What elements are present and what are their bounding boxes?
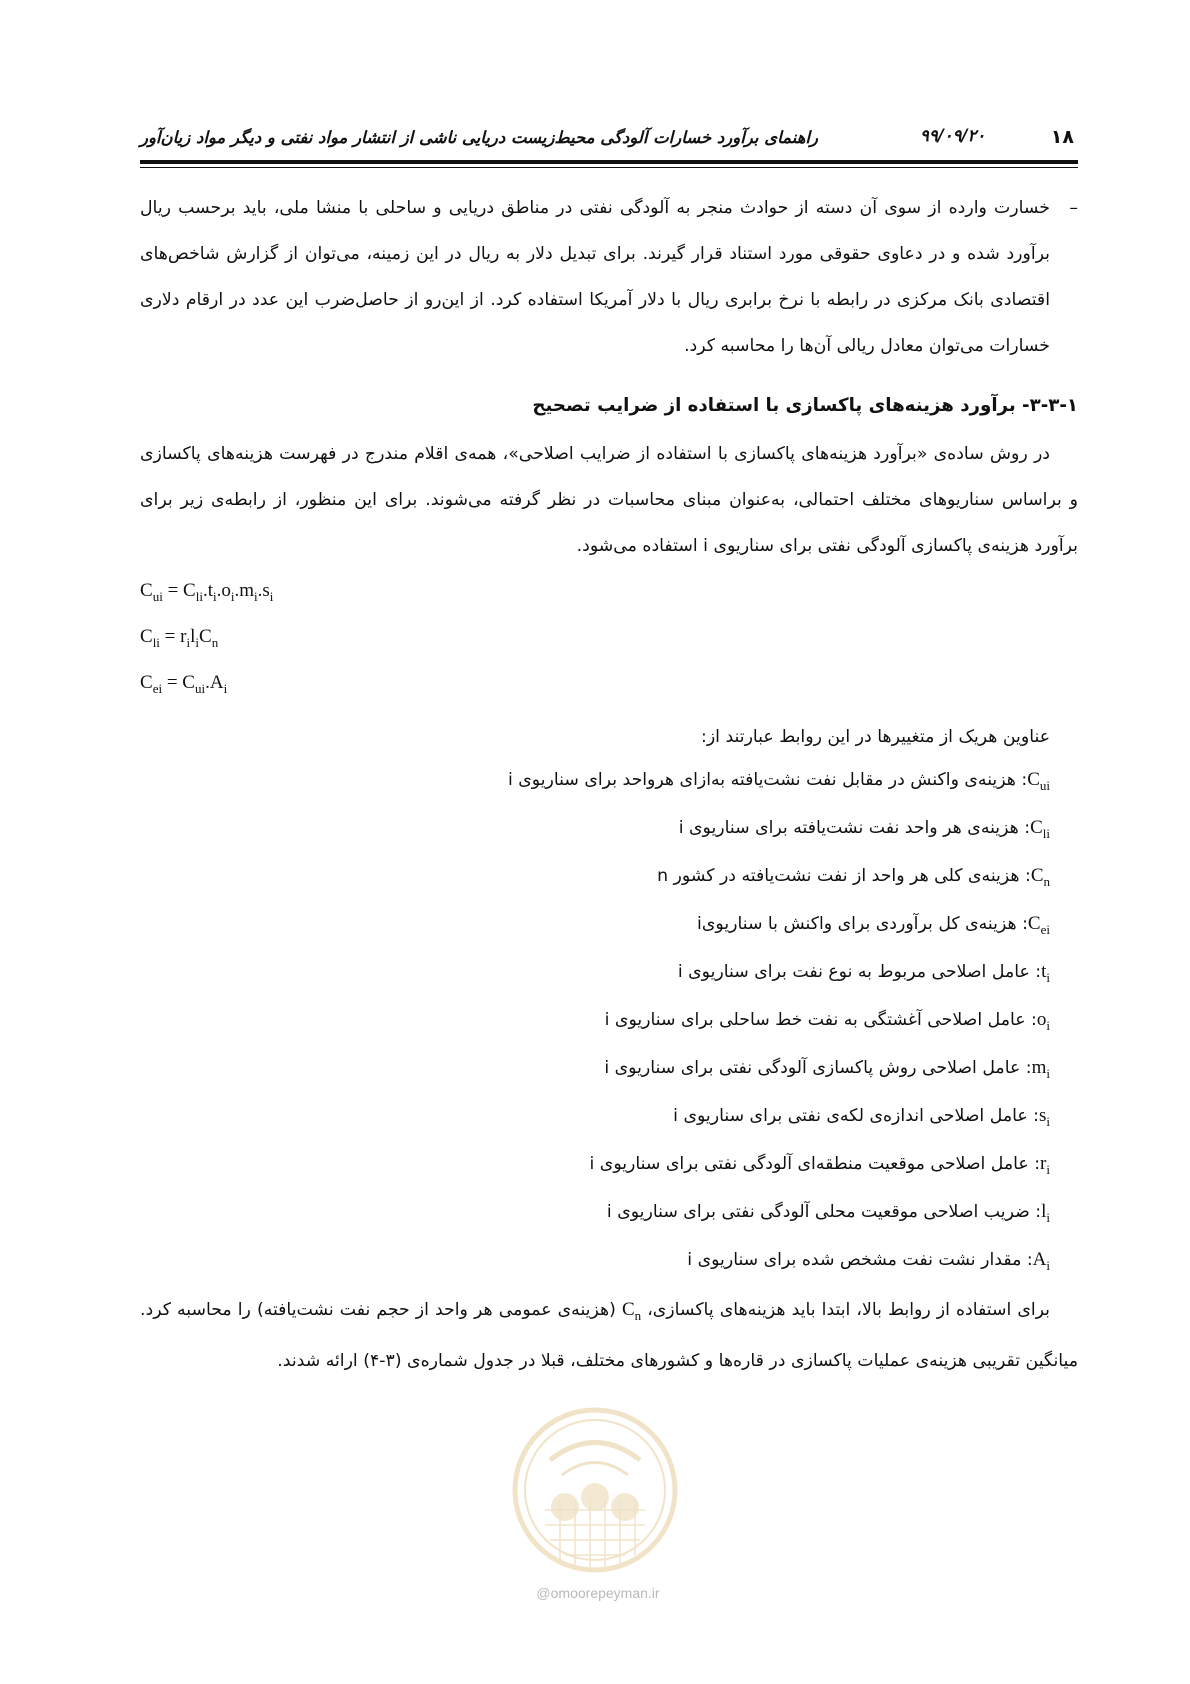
- definition-item: [140, 1191, 1050, 1239]
- section-heading: ۳-۳-۱- برآورد هزینه‌های پاکسازی با استفاده از ضرایب تصحیح: [532, 395, 1078, 416]
- definition-text: : هزینه‌ی کلی هر واحد از نفت نشت‌یافته در کشور n: [657, 865, 1031, 886]
- header-rule-thin: [140, 167, 1078, 168]
- definition-item: [140, 1095, 1050, 1143]
- definition-item: [140, 807, 1050, 855]
- definition-text: : هزینه‌ی هر واحد نفت نشت‌یافته برای سناریوی i: [678, 817, 1031, 838]
- definition-text: : ضریب اصلاحی موقعیت محلی آلودگی نفتی برای سناریوی i: [606, 1201, 1042, 1222]
- formula-cui: $C_{ui} = C_{li}.t_i.o_i.m_i.s_i$: [140, 580, 274, 604]
- definition-symbol: $t_i$: [1041, 960, 1050, 985]
- definition-symbol: $C_{ui}$: [1027, 768, 1050, 793]
- definition-text: : عامل اصلاحی اندازه‌ی لکه‌ی نفتی برای سناریوی i: [673, 1105, 1039, 1126]
- watermark-url: @omoorepeyman.ir: [536, 1585, 660, 1601]
- definition-symbol: $m_i$: [1031, 1056, 1050, 1081]
- definition-item: [140, 999, 1050, 1047]
- definition-symbol: $r_i$: [1040, 1152, 1050, 1177]
- intro-text: خسارت وارده از سوی آن دسته از حوادث منجر به آلودگی نفتی در مناطق دریایی و ساحلی با منشا ملی، باید برحسب ریال برآورد شده و در دعاوی حقوقی مورد استناد قرار گیرند. برای تبدیل دلار به ریال در این زمینه، می‌توان از گزارش شاخص‌های اقتصادی بانک مرکزی در رابطه با نرخ برابری ریال با دلار آمریکا استفاده کرد. از این‌رو از حاصل‌ضرب این عدد در ارقام دلاری خسارات می‌توان معادل ریالی آن‌ها را محاسبه کرد.: [140, 198, 1050, 356]
- definition-symbol: $o_i$: [1036, 1008, 1050, 1033]
- running-title: راهنمای برآورد خسارات آلودگی محیط‌زیست دریایی ناشی از انتشار مواد نفتی و دیگر مواد زیان‌آور: [140, 128, 818, 147]
- definition-symbol: $C_{li}$: [1030, 816, 1050, 841]
- definition-item: [140, 1143, 1050, 1191]
- definition-text: : عامل اصلاحی روش پاکسازی آلودگی نفتی برای سناریوی i: [604, 1057, 1032, 1078]
- definition-symbol: $s_i$: [1038, 1104, 1050, 1129]
- definition-item: [140, 855, 1050, 903]
- page-number: ۱۸: [1050, 126, 1074, 148]
- definition-item: [140, 1047, 1050, 1095]
- closing-symbol: $C_n$: [621, 1298, 642, 1323]
- definition-symbol: $l_i$: [1041, 1200, 1050, 1225]
- definition-item: [140, 903, 1050, 951]
- watermark-seal: [510, 1405, 680, 1575]
- formula-cli: $C_{li} = r_il_iC_n$: [140, 625, 219, 650]
- page-header: [140, 126, 1078, 160]
- definition-text: : هزینه‌ی واکنش در مقابل نفت نشت‌یافته به‌ازای هرواحد برای سناریوی i: [507, 769, 1028, 790]
- bullet-dash: –: [1069, 198, 1078, 218]
- formula-block: [140, 571, 1078, 708]
- definition-items: [140, 759, 1050, 1287]
- closing-paragraph: [140, 1287, 1078, 1385]
- header-date: ۹۹/۰۹/۲۰: [920, 126, 986, 145]
- closing-text-2: (هزینه‌ی عمومی هر واحد از حجم نفت نشت‌یافته) را محاسبه کرد. میانگین تقریبی هزینه‌ی عملیات پاکسازی در قاره‌ها و کشورهای مختلف، قبلا در جدول شماره‌ی (۳-۴) ارائه شدند.: [140, 1299, 1078, 1372]
- definition-text: : عامل اصلاحی مربوط به نوع نفت برای سناریوی i: [677, 961, 1042, 982]
- definition-item: [140, 759, 1050, 807]
- definition-text: : عامل اصلاحی موقعیت منطقه‌ای آلودگی نفتی برای سناریوی i: [589, 1153, 1041, 1174]
- definition-symbol: $A_i$: [1032, 1248, 1050, 1273]
- definitions-list: [140, 716, 1050, 1286]
- definition-symbol: $C_{ei}$: [1027, 912, 1050, 937]
- definition-text: : مقدار نشت نفت مشخص شده برای سناریوی i: [687, 1249, 1033, 1270]
- definition-item: [140, 1239, 1050, 1287]
- closing-text-1: برای استفاده از روابط بالا، ابتدا باید هزینه‌های پاکسازی،: [641, 1299, 1050, 1320]
- definition-symbol: $C_n$: [1030, 864, 1050, 889]
- definition-text: : عامل اصلاحی آغشتگی به نفت خط ساحلی برای سناریوی i: [604, 1009, 1037, 1030]
- section-paragraph: در روش ساده‌ی «برآورد هزینه‌های پاکسازی با استفاده از ضرایب اصلاحی»، همه‌ی اقلام مندرج در فهرست هزینه‌های پاکسازی و براساس سناریوهای مختلف احتمالی، به‌عنوان مبنای محاسبات در نظر گرفته می‌شوند. برای این منظور، از رابطه‌ی زیر برای برآورد هزینه‌ی پاکسازی آلودگی نفتی برای سناریوی i استفاده می‌شود.: [140, 444, 1078, 556]
- definition-text: : هزینه‌ی کل برآوردی برای واکنش با سناریویi: [697, 913, 1028, 934]
- header-rule-thick: [140, 160, 1078, 164]
- definitions-intro: عناوین هریک از متغییرها در این روابط عبارتند از:: [701, 727, 1050, 748]
- page-body: [140, 185, 1078, 1384]
- intro-bullet-paragraph: [140, 185, 1078, 369]
- definition-item: [140, 951, 1050, 999]
- formula-cei: $C_{ei} = C_{ui}.A_i$: [140, 671, 228, 696]
